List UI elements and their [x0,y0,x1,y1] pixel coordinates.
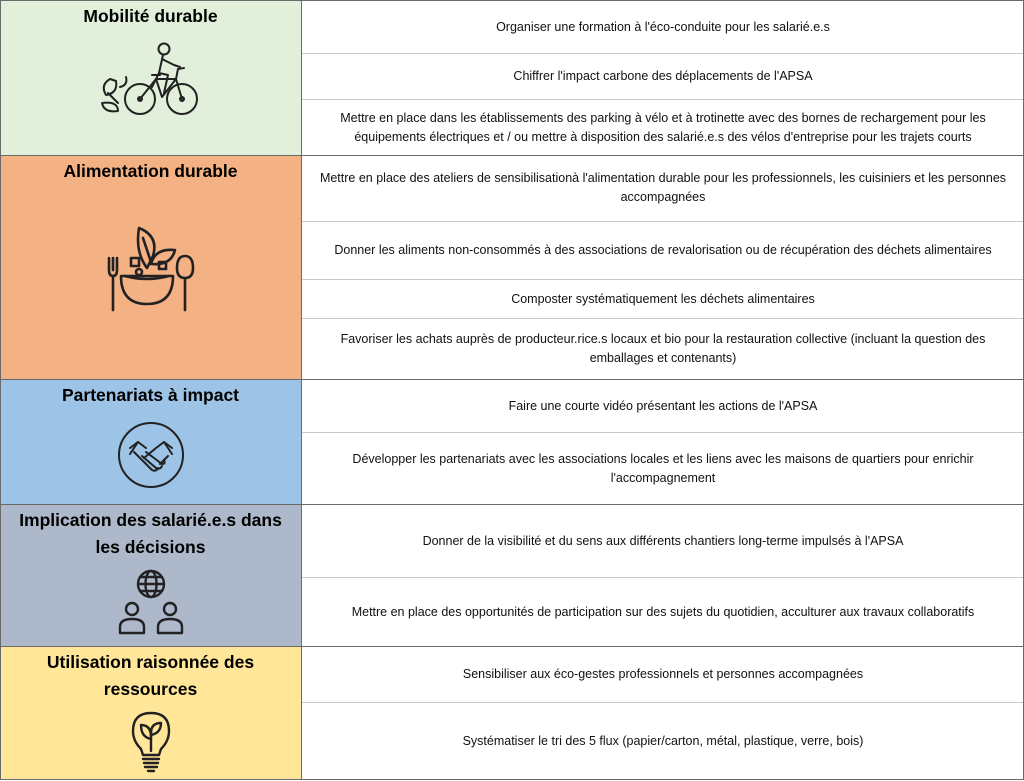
section-title: Partenariats à impact [61,385,240,405]
section-alimentation [0,155,1024,379]
action-cell: Donner les aliments non-consommés à des associations de revalorisation ou de récupération des déchets alimentaires [302,221,1024,280]
section-title: Alimentation durable [63,161,238,181]
action-cell: Faire une courte vidéo présentant les actions de l'APSA [508,398,818,413]
action-cell: Mettre en place des opportunités de participation sur des sujets du quotidien, acculturer aux travaux collaboratifs [302,577,1024,646]
section-header-cell [0,1,302,155]
section-ressources [0,646,1024,780]
action-cell: Développer les partenariats avec les associations locales et les liens avec les maisons de quartiers pour enrichir l'accompagnement [302,432,1024,504]
action-cell: Composter systématiquement les déchets alimentaires [302,279,1024,318]
action-cell: Donner de la visibilité et du sens aux différents chantiers long-terme impulsés à l'APSA [422,533,904,548]
action-cell: Mettre en place des ateliers de sensibilisationà l'alimentation durable pour les professionnels, les cuisiniers et les personnes accompagnées [319,171,1007,205]
section-actions [302,505,1024,646]
section-header-cell [0,156,302,379]
section-actions [302,156,1024,379]
action-cell: Favoriser les achats auprès de producteur.rice.s locaux et bio pour la restauration collective (incluant la question des emballages et contenants) [302,318,1024,379]
section-title: Mobilité durable [83,6,218,26]
action-cell: Sensibiliser aux éco-gestes professionnels et personnes accompagnées [462,667,864,681]
section-title: Implication des salarié.e.s dans les décisions [19,510,282,557]
section-header-cell [0,505,302,646]
section-header-cell [0,380,302,504]
table-left-border [0,0,1,780]
section-header-cell [0,647,302,780]
eco-lightbulb-icon [0,711,301,775]
action-cell: Mettre en place dans les établissements des parking à vélo et à trotinette avec des bornes de rechargement pour les équipements électriques et / ou mettre à disposition des salarié.e.s des vélos d'entreprise pour les trajets courts [302,99,1024,155]
section-title: Utilisation raisonnée des ressources [46,652,255,699]
handshake-icon [0,420,301,490]
salad-bowl-icon [0,222,301,314]
section-mobilite [0,0,1024,155]
section-partenariats [0,379,1024,504]
section-actions [302,1,1024,155]
globe-people-icon [0,569,301,635]
table-bottom-border [0,779,1024,780]
action-cell: Organiser une formation à l'éco-conduite pour les salarié.e.s [496,19,830,34]
action-cell: Chiffrer l'impact carbone des déplacements de l'APSA [302,53,1024,99]
section-actions [302,647,1024,780]
section-implication [0,504,1024,646]
section-actions [302,380,1024,504]
cyclist-icon [0,41,301,119]
action-cell: Systématiser le tri des 5 flux (papier/carton, métal, plastique, verre, bois) [302,702,1024,780]
